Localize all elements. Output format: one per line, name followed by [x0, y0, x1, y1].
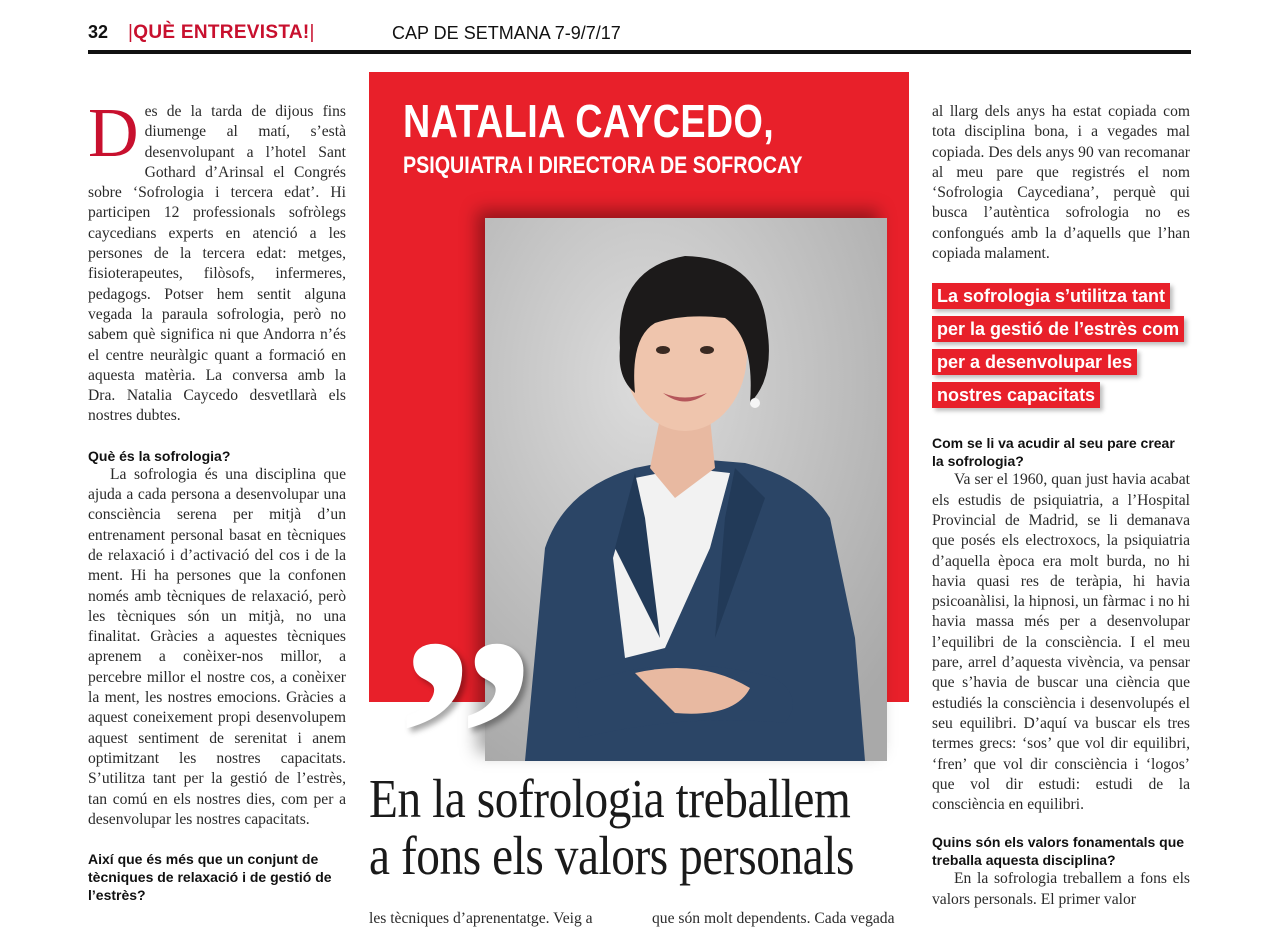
section-label: QUÈ ENTREVISTA!: [133, 22, 310, 43]
closing-quote-icon: ”: [396, 580, 536, 891]
intro-paragraph: [88, 95, 346, 427]
portrait-illustration: [485, 218, 887, 761]
section-title: |QUÈ ENTREVISTA!|: [128, 22, 315, 43]
right-column: [932, 102, 1190, 910]
pull-quote-text: La sofrologia s’utilitza tant per la gestió de l’estrès com per a desenvolupar les nostres capacitats: [932, 283, 1184, 408]
intro-text: es de la tarda de dijous fins diumenge al matí, s’està desenvolupant a l’hotel Sant Gothard d’Arinsal el Congrés sobre ‘Sofrologia i tercera edat’. Hi participen 12 professionals sofròlegs caycedians experts en atenció a les persones de la tercera edat: metges, fisioterapeutes, filòsofs, infermeres, pedagogs. Potser hem sentit alguna vegada la paraula sofrologia, però no sabem què significa ni que Andorra n’és el centre neuràlgic quant a formació en aquesta matèria. La conversa amb la Dra. Natalia Caycedo desvetllarà els nostres dubtes.: [88, 103, 346, 425]
answer-paragraph: Va ser el 1960, quan just havia acabat els estudis de psiquiatria, a l’Hospital Provincial de Madrid, se li demanava que posés els electroxocs, la psiquiatria d’aquella època era molt burda, no hi havia quasi res de teràpia, hi havia psicoanàlisi, la hipnosi, un fàrmac i no hi havia massa més per a desenvolupar l’equilibri de la consciència. I el meu pare, arrel d’aquesta vivència, va pensar que s’havia de buscar una ciència que estudiés la consciència i desenvolupés el seu equilibri. D’aquí va buscar els tres termes grecs: ‘sos’ que vol dir equilibri, ‘fren’ que vol dir consciència i ‘logos’ que vol dir estudi: estudi de la consciència en equilibri.: [932, 471, 1190, 814]
interviewee-name: NATALIA CAYCEDO,: [403, 95, 775, 147]
answer-paragraph: En la sofrologia treballem a fons els valors personals. El primer valor: [932, 870, 1190, 908]
question-heading: Què és la sofrologia?: [88, 447, 231, 464]
headline: [369, 770, 909, 884]
drop-cap: D: [88, 95, 139, 172]
answer-paragraph: La sofrologia és una disciplina que ajuda a cada persona a desenvolupar una consciència serena per mitjà d’un entrenament personal basat en tècniques de relaxació i d’activació del cos i de la ment. Hi ha persones que la confonen només amb tècniques de relaxació, però les tècniques són un mitjà, no una finalitat. Gràcies a aquestes tècniques aprenem a conèixer-nos millor, a percebre millor el nostre cos, a conèixer la ment, les nostres emocions. Gràcies a aquest coneixement propi desenvolupem aquest sentiment de serenitat i anem optimitzant les nostres capacitats. S’utilitza tant per la gestió de l’estrès, tan comú en els nostres dies, com per a desenvolupar les nostres capacitats.: [88, 465, 346, 828]
question-heading: Com se li va acudir al seu pare crear la sofrologia?: [932, 435, 1175, 470]
middle-column-fragment-2: que són molt dependents. Cada vegada: [652, 910, 895, 927]
left-column: [88, 95, 346, 904]
headline-line-1: En la sofrologia treballem: [369, 768, 851, 829]
pull-quote: [932, 280, 1190, 412]
interviewee-role: PSIQUIATRA I DIRECTORA DE SOFROCAY: [403, 152, 803, 179]
middle-column-fragment: les tècniques d’aprenentatge. Veig a: [369, 910, 593, 927]
question-heading: Així que és més que un conjunt de tècniques de relaxació i de gestió de l’estrès?: [88, 851, 332, 904]
page-number: 32: [88, 22, 109, 42]
page-header: [88, 22, 1191, 54]
continued-paragraph: al llarg dels anys ha estat copiada com tota disciplina bona, i a vegades mal copiada. Des dels anys 90 van recomanar al meu pare que registrés el nom ‘Sofrologia Caycediana’, perquè qui busca l’autèntica sofrologia no es confongués amb la d’aquells que l’han copiada malament.: [932, 103, 1190, 263]
portrait-photo: [485, 218, 887, 761]
headline-line-2: a fons els valors personals: [369, 825, 854, 886]
issue-label: CAP DE SETMANA 7-9/7/17: [392, 23, 621, 43]
question-heading: Quins són els valors fonamentals que treballa aquesta disciplina?: [932, 834, 1185, 869]
